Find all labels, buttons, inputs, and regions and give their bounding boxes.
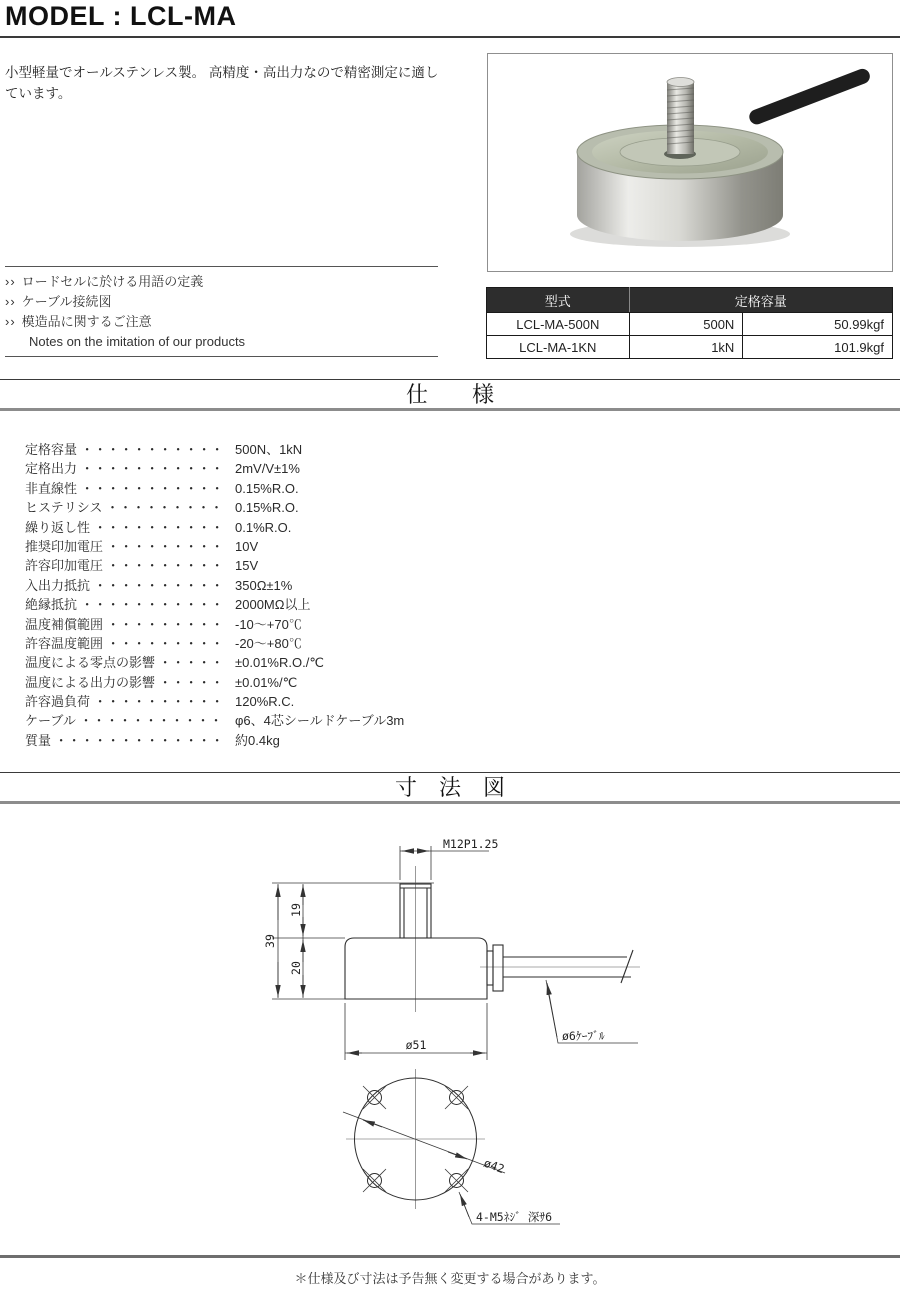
dimension-drawing [0,810,900,1255]
spec-row [25,634,585,653]
spec-value: 15V [235,558,259,574]
dot-leader: ・・・・・・・・・・・ [79,713,223,729]
capacity-n-cell: 500N [629,313,743,336]
dot-leader: ・・・・・・・・・ [106,538,224,554]
spec-row [25,440,585,459]
link-imitation-notice-en[interactable]: Notes on the imitation of our products [29,334,246,349]
table-row [487,313,893,336]
spec-label: ケーブル [25,713,76,729]
capacity-kgf-cell: 50.99kgf [743,313,893,336]
spec-label: 非直線性 [25,480,78,496]
footer-note: ＊仕様及び寸法は予告無く変更する場合があります。 [294,1271,606,1286]
load-cell-photo [488,54,892,271]
spec-label: 定格出力 [25,461,78,477]
spec-row [25,576,585,595]
drawing-dim-body-diameter: ø51 [405,1038,427,1052]
spec-value: 120%R.C. [235,694,295,710]
spec-value: 0.15%R.O. [235,480,299,496]
spec-value: 0.15%R.O. [235,500,299,516]
spec-row [25,711,585,730]
spec-value: -10～+70℃ [235,616,302,632]
spec-row [25,653,585,672]
spec-value: 350Ω±1% [235,577,293,593]
dot-leader: ・・・・・ [158,655,224,671]
drawing-label-cable: ø6ｹｰﾌﾞﾙ [562,1029,605,1043]
dot-leader: ・・・・・・・・・・・ [80,461,224,477]
dot-leader: ・・・・・・・・・ [106,558,224,574]
spec-label: 質量 [25,732,52,748]
spec-label: 推奨印加電圧 [25,538,104,554]
spec-row [25,498,585,517]
spec-label: 許容印加電圧 [25,558,104,574]
capacity-n-cell: 1kN [629,336,743,359]
dot-leader: ・・・・・・・・・ [106,635,224,651]
links-divider-bottom [5,356,438,357]
spec-row [25,556,585,575]
drawing-label-tap: 4-M5ﾈｼﾞ 深ｻ6 [476,1210,553,1224]
dot-leader: ・・・・・・・・・・・・・ [54,732,224,748]
spec-label: ヒステリシス [25,500,103,516]
section-heading-dimensions: 寸 法 図 [0,772,900,804]
drawing-dim-body-height: 20 [289,961,303,975]
ratings-table [486,287,893,359]
spec-row [25,459,585,478]
spec-row [25,595,585,614]
spec-label: 定格容量 [25,442,78,457]
spec-row [25,692,585,711]
dot-leader: ・・・・・・・・・・ [93,519,224,535]
spec-label: 繰り返し性 [25,519,91,535]
related-links [5,272,438,352]
drawing-dim-bolt-circle: ø42 [481,1155,507,1177]
spec-label: 許容過負荷 [25,694,91,710]
spec-value: 約0.4kg [235,732,280,748]
spec-value: φ6、4芯シールドケーブル3m [235,713,405,729]
spec-row [25,615,585,634]
spec-value: 500N、1kN [235,442,303,457]
link-terms-definition[interactable] [5,272,438,292]
model-cell: LCL-MA-500N [487,313,630,336]
dot-leader: ・・・・・・・・・・・ [80,480,224,496]
dot-leader: ・・・・・・・・・・ [93,577,224,593]
spec-label: 温度による零点の影響 [25,655,156,671]
section-heading-specs: 仕 様 [0,379,900,411]
spec-value: 2mV/V±1% [235,461,300,477]
dot-leader: ・・・・・・・・・・・ [80,597,224,613]
link-cable-connection[interactable] [5,292,438,312]
spec-row [25,673,585,692]
dot-leader: ・・・・・・・・・ [105,500,223,516]
spec-label: 温度補償範囲 [25,616,104,632]
dot-leader: ・・・・・・・・・・・ [80,442,224,457]
dot-leader: ・・・・・ [158,674,224,690]
spec-row [25,731,585,750]
spec-label: 入出力抵抗 [25,577,91,593]
table-row [487,336,893,359]
spec-row [25,479,585,498]
spec-list [25,440,585,750]
spec-row [25,518,585,537]
spec-label: 絶縁抵抗 [25,597,78,613]
title-divider [0,36,900,38]
model-cell: LCL-MA-1KN [487,336,630,359]
spec-label: 許容温度範囲 [25,635,104,651]
spec-value: 0.1%R.O. [235,519,292,535]
spec-value: 10V [235,538,259,554]
dot-leader: ・・・・・・・・・ [106,616,224,632]
spec-value: ±0.01%R.O./℃ [235,655,324,671]
col-header-capacity: 定格容量 [629,288,892,313]
chevron-right-icon: ›› [5,314,16,329]
drawing-label-thread: M12P1.25 [443,837,499,851]
page-title: MODEL : LCL-MA [5,1,237,31]
drawing-dim-stud-height: 19 [289,903,303,917]
chevron-right-icon: ›› [5,294,16,309]
link-label[interactable]: 模造品に関するご注意 [21,314,152,329]
chevron-right-icon: ›› [5,274,16,289]
dot-leader: ・・・・・・・・・・ [93,694,224,710]
spec-value: 2000MΩ以上 [235,597,311,613]
product-photo-box [487,53,893,272]
col-header-model: 型式 [487,288,630,313]
link-imitation-notice[interactable] [5,312,438,332]
link-label[interactable]: ケーブル接続図 [21,294,112,309]
capacity-kgf-cell: 101.9kgf [743,336,893,359]
footer-divider [0,1255,900,1258]
links-divider-top [5,266,438,267]
drawing-dim-total-height: 39 [263,934,277,948]
spec-value: -20～+80℃ [235,635,302,651]
spec-row [25,537,585,556]
link-label[interactable]: ロードセルに於ける用語の定義 [21,274,204,289]
spec-label: 温度による出力の影響 [25,674,156,690]
spec-value: ±0.01%/℃ [235,674,298,690]
product-description: 小型軽量でオールステンレス製。 高精度・高出力なので精密測定に適しています。 [5,65,439,101]
